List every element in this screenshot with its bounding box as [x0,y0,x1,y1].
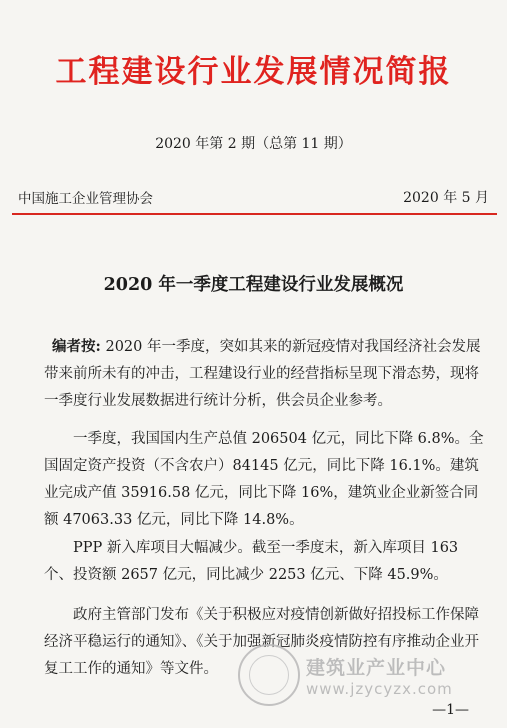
organization-name: 中国施工企业管理协会 [18,191,153,207]
watermark-seal-icon [238,644,300,706]
header-rule [12,213,497,215]
watermark-name: 建筑业产业中心 [306,656,447,679]
publication-date: 2020 年 5 月 [403,190,489,206]
watermark [238,644,453,706]
body-paragraph: PPP 新入库项目大幅减少。截至一季度末，新入库项目 163 个、投资额 2657 亿元，同比减少 2253 亿元、下降 45.9%。 [44,540,459,583]
document-title: 工程建设行业发展情况简报 [55,54,452,90]
body-paragraph: 政府主管部门发布《关于积极应对疫情创新做好招投标工作保障经济平稳运行的通知》、《关于加强新冠肺炎疫情防控有序推动企业开复工工作的通知》等文件。 [44,607,479,677]
editor-note-paragraph [44,333,487,415]
page-number: —1— [432,702,469,718]
article-title: 2020 年一季度工程建设行业发展概况 [103,275,404,295]
editor-note-label: 编者按: [52,338,101,355]
body-paragraph: 一季度，我国国内生产总值 206504 亿元，同比下降 6.8%。全国固定资产投资（不含农户）84145 亿元，同比下降 16.1%。建筑业完成产值 35916.58 亿元，同比下降 16%，建筑业企业新签合同额 47063.33 亿元，同比下降 14.8%。 [44,431,484,528]
watermark-text [306,653,453,698]
issue-number: 2020 年第 2 期（总第 11 期） [155,136,352,152]
watermark-url: www.jzycyzx.com [306,679,453,698]
editor-note-text: 2020 年一季度，突如其来的新冠疫情对我国经济社会发展带来前所未有的冲击，工程建设行业的经营指标呈现下滑态势，现将一季度行业发展数据进行统计分析，供会员企业参考。 [44,339,481,409]
